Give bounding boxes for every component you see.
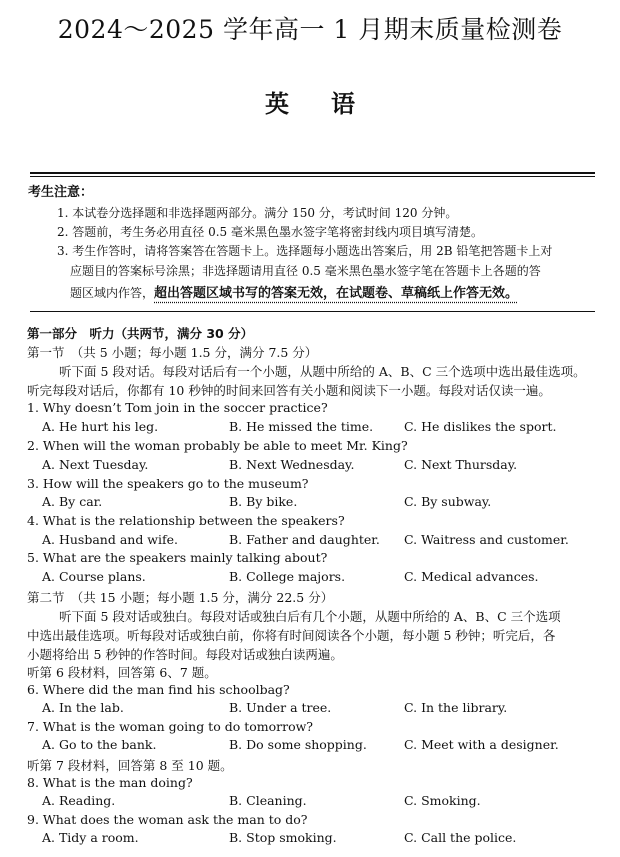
notice-item-1: 1. 本试卷分选择题和非选择题两部分。满分 150 分，考试时间 120 分钟。 <box>57 206 458 220</box>
notice-item-3-line3 <box>70 282 518 301</box>
section1-instruction-1: 听下面 5 段对话。每段对话后有一个小题，从题中所给的 A、B、C 三个选项中选出最佳选项。 <box>59 364 586 379</box>
option-b: B. College majors. <box>229 569 346 584</box>
section1-instruction-2: 听完每段对话后，你都有 10 秒钟的时间来回答有关小题和阅读下一小题。每段对话仅读一遍。 <box>27 383 551 398</box>
option-b: B. By bike. <box>229 494 298 509</box>
material-6-note: 听第 6 段材料，回答第 6、7 题。 <box>27 665 217 680</box>
notice-item-3-line2: 应题目的答案标号涂黑；非选择题请用直径 0.5 毫米黑色墨水签字笔在答题卡上各题的答 <box>70 264 541 278</box>
option-a: A. He hurt his leg. <box>42 419 159 434</box>
question-text: 6. Where did the man find his schoolbag? <box>27 682 290 697</box>
option-b: B. Next Wednesday. <box>229 457 355 472</box>
option-c: C. In the library. <box>404 700 508 715</box>
option-a: A. In the lab. <box>42 700 124 715</box>
option-c: C. He dislikes the sport. <box>404 419 557 434</box>
section2-instruction-3: 小题将给出 5 秒钟的作答时间。每段对话或独白读两遍。 <box>27 647 343 662</box>
notice-rule-bottom <box>30 311 595 312</box>
question-text: 2. When will the woman probably be able to meet Mr. King? <box>27 438 408 453</box>
option-a: A. Husband and wife. <box>42 532 178 547</box>
question-text: 1. Why doesn’t Tom join in the soccer practice? <box>27 400 328 415</box>
option-b: B. He missed the time. <box>229 419 374 434</box>
option-c: C. By subway. <box>404 494 492 509</box>
section2-instruction-2: 中选出最佳选项。听每段对话或独白前，你将有时间阅读各个小题，每小题 5 秒钟；听完后，各 <box>27 628 556 643</box>
option-a: A. By car. <box>42 494 103 509</box>
section2-heading: 第二节 （共 15 小题；每小题 1.5 分，满分 22.5 分） <box>27 590 334 605</box>
notice-rule-top <box>30 172 595 174</box>
option-c: C. Call the police. <box>404 830 517 845</box>
section1-heading: 第一节 （共 5 小题；每小题 1.5 分，满分 7.5 分） <box>27 345 318 360</box>
option-b: B. Stop smoking. <box>229 830 337 845</box>
option-c: C. Smoking. <box>404 793 481 808</box>
part1-heading: 第一部分 听力（共两节，满分 30 分） <box>27 326 254 341</box>
option-c: C. Meet with a designer. <box>404 737 559 752</box>
option-c: C. Waitress and customer. <box>404 532 569 547</box>
option-a: A. Go to the bank. <box>42 737 157 752</box>
question-text: 9. What does the woman ask the man to do? <box>27 812 308 827</box>
notice-rule-top-thin <box>30 176 595 177</box>
exam-title: 2024～2025 学年高一 1 月期末质量检测卷 <box>57 15 563 44</box>
option-a: A. Next Tuesday. <box>42 457 149 472</box>
notice-warning: 超出答题区域书写的答案无效，在试题卷、草稿纸上作答无效。 <box>154 286 519 301</box>
notice-item-2: 2. 答题前，考生务必用直径 0.5 毫米黑色墨水签字笔将密封线内项目填写清楚。 <box>57 225 483 239</box>
material-7-note: 听第 7 段材料，回答第 8 至 10 题。 <box>27 758 233 773</box>
question-text: 5. What are the speakers mainly talking about? <box>27 550 328 565</box>
option-b: B. Do some shopping. <box>229 737 367 752</box>
option-c: C. Medical advances. <box>404 569 539 584</box>
notice-item-3-line3-plain: 题区域内作答， <box>70 286 155 300</box>
option-a: A. Course plans. <box>42 569 146 584</box>
option-b: B. Cleaning. <box>229 793 307 808</box>
option-b: B. Father and daughter. <box>229 532 380 547</box>
option-b: B. Under a tree. <box>229 700 332 715</box>
section2-instruction-1: 听下面 5 段对话或独白。每段对话或独白后有几个小题，从题中所给的 A、B、C 三个选项 <box>59 609 561 624</box>
notice-heading: 考生注意： <box>28 185 94 200</box>
subject-title: 英语 <box>265 90 397 118</box>
option-a: A. Reading. <box>42 793 116 808</box>
question-text: 7. What is the woman going to do tomorrow? <box>27 719 314 734</box>
option-c: C. Next Thursday. <box>404 457 518 472</box>
question-text: 8. What is the man doing? <box>27 775 193 790</box>
question-text: 4. What is the relationship between the speakers? <box>27 513 345 528</box>
option-a: A. Tidy a room. <box>42 830 139 845</box>
question-text: 3. How will the speakers go to the museum? <box>27 476 309 491</box>
notice-item-3-line1: 3. 考生作答时，请将答案答在答题卡上。选择题每小题选出答案后，用 2B 铅笔把答题卡上对 <box>57 244 553 258</box>
